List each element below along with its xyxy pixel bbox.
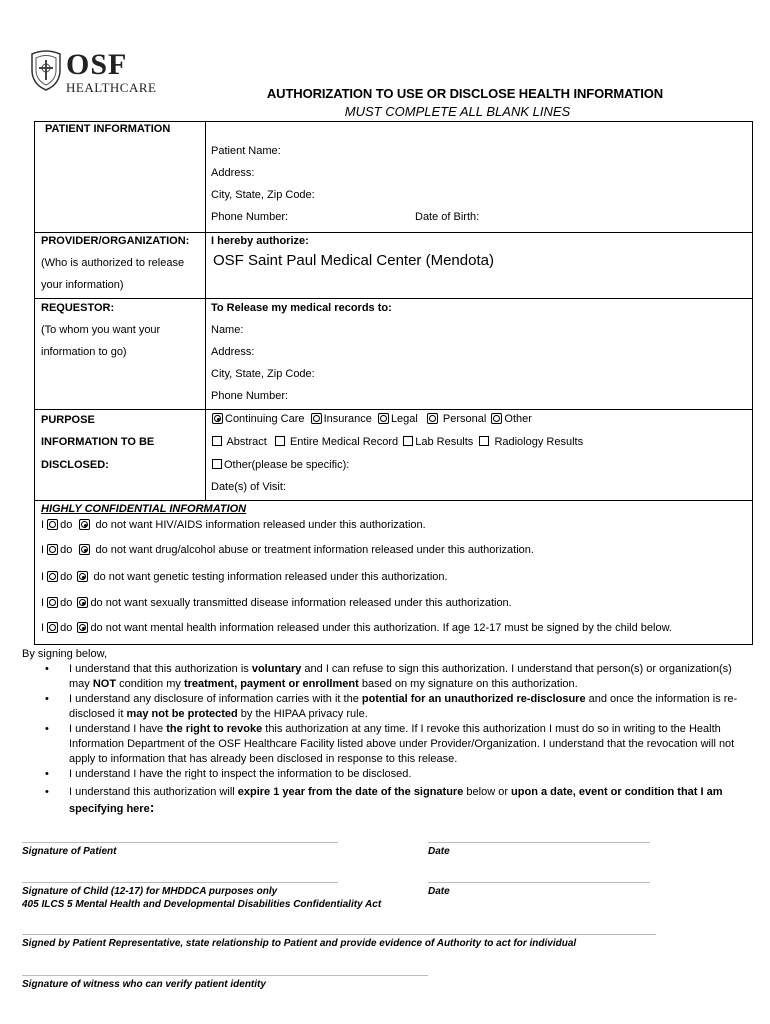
radiology-label: Radiology Results [494,436,584,448]
requestor-desc-2: information to go) [41,346,127,358]
bullet-dot-icon: • [45,768,49,780]
hiv-row [41,519,426,531]
genetic-text: do not want genetic testing information released under this authorization. [93,571,448,583]
purpose-personal-radio[interactable] [427,413,438,424]
bullet-revoke: • I understand I have the right to revoke this authorization at any time. If I revoke this authorization I must do so in writing to the Health Information Department of the OSF Healthcare Facility listed above under Provider/Organization. I understand that the revocation will not apply to information that has already been disclosed in response to this release. [45,723,735,765]
logo-osf-text: OSF [66,48,128,81]
purpose-options [212,413,532,425]
date2-label: Date [428,886,450,897]
entire-record-checkbox[interactable] [275,436,285,446]
other-info-checkbox[interactable] [212,459,222,469]
bullet-inspect: • I understand I have the right to inspect the information to be disclosed. [45,768,412,780]
patient-name-label[interactable]: Patient Name: [211,145,281,157]
representative-signature-line[interactable] [22,934,656,935]
genetic-do-radio[interactable] [47,571,58,582]
patient-dob-label[interactable]: Date of Birth: [415,211,480,223]
form-title: AUTHORIZATION TO USE OR DISCLOSE HEALTH INFORMATION [266,86,664,101]
purpose-continuing-care-radio[interactable] [212,413,223,424]
info-label-1: INFORMATION TO BE [41,436,155,448]
representative-signature-label: Signed by Patient Representative, state relationship to Patient and provide evidence of Authority to act for individual [22,938,577,949]
std-row [41,597,512,609]
lab-results-label: Lab Results [415,436,474,448]
purpose-legal-label: Legal [390,413,418,425]
requestor-name-label[interactable]: Name: [211,324,244,336]
i-label: I [41,519,45,531]
form-subtitle: MUST COMPLETE ALL BLANK LINES [344,104,571,119]
hiv-do-not-radio[interactable] [79,519,90,530]
patient-section-label: PATIENT INFORMATION [45,123,171,135]
authorize-label: I hereby authorize: [211,235,309,247]
date2-line[interactable] [428,882,650,883]
purpose-insurance-label: Insurance [323,413,372,425]
hiv-text: do not want HIV/AIDS information released under this authorization. [95,519,426,531]
bullet-dot-icon: • [45,663,49,675]
child-signature-label: Signature of Child (12-17) for MHDDCA purposes only [22,886,278,897]
bullet-voluntary: • I understand that this authorization is voluntary and I can refuse to sign this authorization. I understand that person(s) or organization(s) may NOT condition my treatment, payment or enrollment based on my signature on this authorization. [45,663,732,690]
hiv-do-radio[interactable] [47,519,58,530]
purpose-other-radio[interactable] [491,413,502,424]
genetic-row [41,571,448,583]
purpose-legal-radio[interactable] [378,413,389,424]
drug-do-radio[interactable] [47,544,58,555]
bullet-dot-icon: • [45,723,49,735]
column-divider [205,122,206,500]
witness-signature-label: Signature of witness who can verify patient identity [22,979,266,990]
logo-healthcare-text: HEALTHCARE [66,80,157,95]
do-label: do [60,544,73,556]
requestor-desc-1: (To whom you want your [41,324,161,336]
patient-city-label[interactable]: City, State, Zip Code: [211,189,315,201]
do-label: do [60,597,73,609]
bullet-expire: • I understand this authorization will expire 1 year from the date of the signature below or upon a date, event or condition that I am specifying here: [45,786,723,815]
entire-record-label: Entire Medical Record [289,436,399,448]
do-label: do [60,571,73,583]
requestor-city-label[interactable]: City, State, Zip Code: [211,368,315,380]
drug-do-not-radio[interactable] [79,544,90,555]
purpose-other-label: Other [504,413,532,425]
date1-label: Date [428,846,450,857]
info-options [212,436,583,448]
requestor-phone-label[interactable]: Phone Number: [211,390,289,402]
release-to-label: To Release my medical records to: [211,302,392,314]
std-do-not-radio[interactable] [77,597,88,608]
i-label: I [41,544,45,556]
row-divider [35,298,752,299]
provider-desc-2: your information) [41,279,124,291]
info-other-row [212,459,349,471]
row-divider [35,409,752,410]
witness-signature-line[interactable] [22,975,428,976]
purpose-insurance-radio[interactable] [311,413,322,424]
bullet-dot-icon: • [45,693,49,705]
i-label: I [41,622,45,634]
requestor-label: REQUESTOR: [41,302,115,314]
drug-row [41,544,534,556]
form-box [34,121,753,645]
lab-results-checkbox[interactable] [403,436,413,446]
radiology-checkbox[interactable] [479,436,489,446]
other-info-label: Other(please be specific): [224,459,350,471]
std-text: do not want sexually transmitted disease information released under this authorization. [90,597,512,609]
provider-label: PROVIDER/ORGANIZATION: [41,235,190,247]
row-divider [35,232,752,233]
purpose-personal-label: Personal [442,413,487,425]
patient-signature-label: Signature of Patient [22,846,117,857]
std-do-radio[interactable] [47,597,58,608]
requestor-address-label[interactable]: Address: [211,346,255,358]
do-label: do [60,622,73,634]
purpose-continuing-care-label: Continuing Care [225,413,305,425]
do-label: do [60,519,73,531]
mhddca-act-label: 405 ILCS 5 Mental Health and Developmental Disabilities Confidentiality Act [22,899,382,910]
mental-do-radio[interactable] [47,622,58,633]
child-signature-line[interactable] [22,882,338,883]
signing-intro: By signing below, [22,648,107,660]
authorize-value[interactable]: OSF Saint Paul Medical Center (Mendota) [213,252,494,269]
bullet-dot-icon: • [45,786,49,798]
mental-health-row [41,622,672,634]
abstract-label: Abstract [226,436,267,448]
mental-text: do not want mental health information released under this authorization. If age 12-17 must be signed by the child below. [90,622,672,634]
purpose-label: PURPOSE [41,414,95,426]
info-label-2: DISCLOSED: [41,459,109,471]
patient-address-label[interactable]: Address: [211,167,255,179]
drug-text: do not want drug/alcohol abuse or treatment information released under this authorization. [95,544,534,556]
patient-signature-line[interactable] [22,842,338,843]
genetic-do-not-radio[interactable] [77,571,88,582]
patient-phone-label[interactable]: Phone Number: [211,211,289,223]
provider-desc-1: (Who is authorized to release [41,257,185,269]
dates-of-visit-label[interactable]: Date(s) of Visit: [211,481,286,493]
date1-line[interactable] [428,842,650,843]
bullet-redisclosure: • I understand any disclosure of information carries with it the potential for an unauthorized re-disclosure and once the information is re-disclosed it may not be protected by the HIPAA privacy rule. [45,693,738,720]
abstract-checkbox[interactable] [212,436,222,446]
i-label: I [41,571,45,583]
row-divider [35,500,752,501]
mental-do-not-radio[interactable] [77,622,88,633]
i-label: I [41,597,45,609]
signing-section [22,647,752,817]
confidential-heading: HIGHLY CONFIDENTIAL INFORMATION [41,503,247,515]
